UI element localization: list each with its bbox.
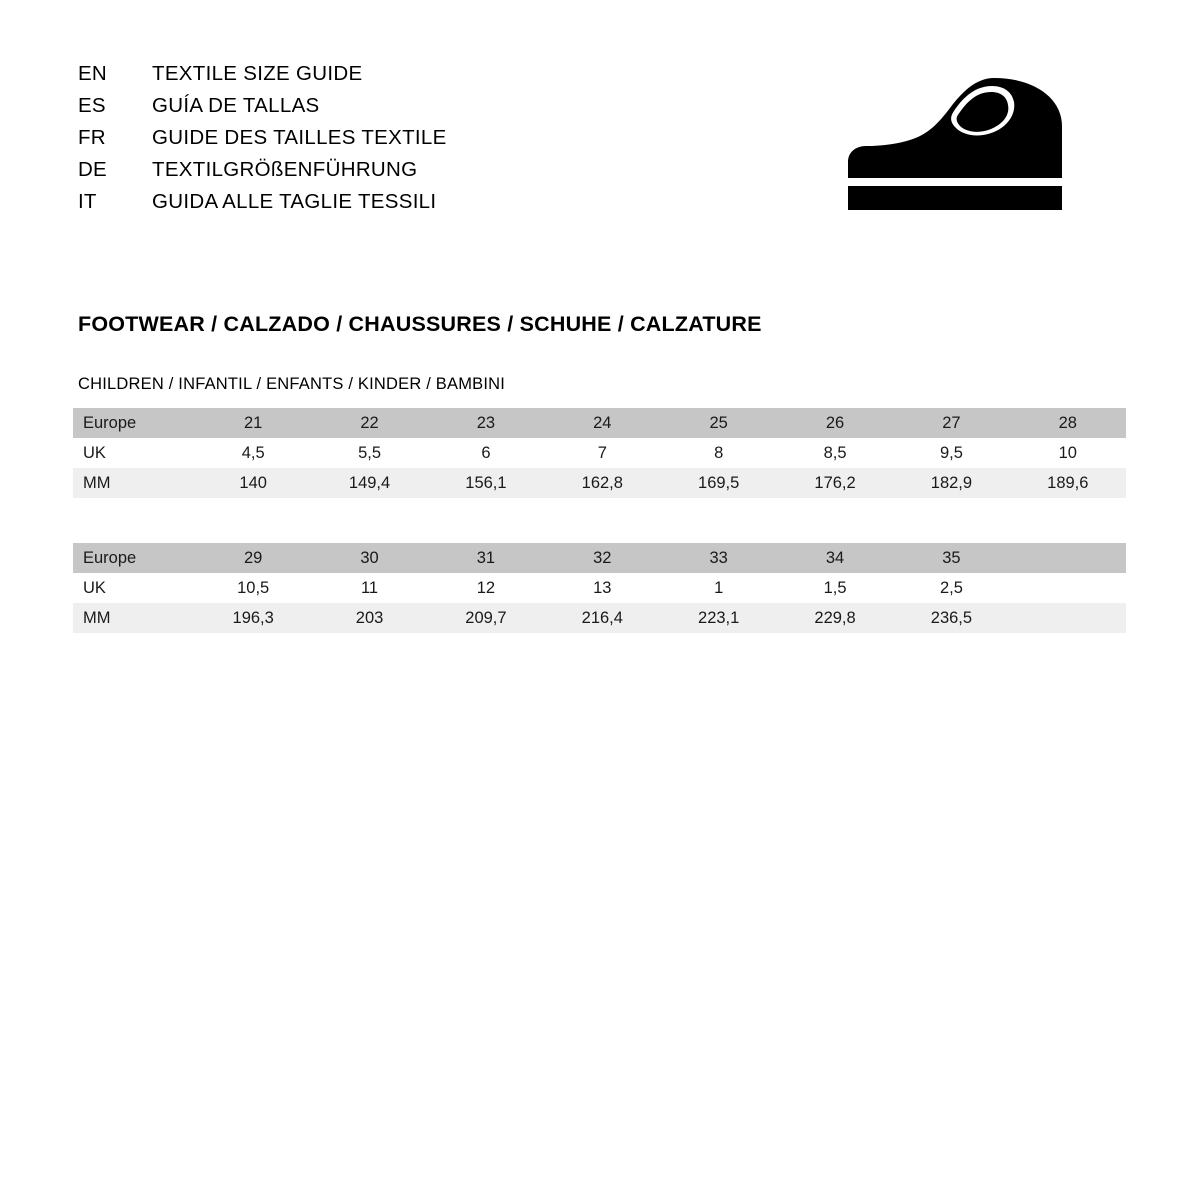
size-table-children-1: [73, 408, 1126, 498]
table-cell: 26: [777, 408, 893, 438]
language-code: ES: [78, 94, 106, 117]
shoe-icon: [844, 74, 1066, 219]
table-cell: 203: [311, 603, 427, 633]
language-title: GUÍA DE TALLAS: [152, 94, 320, 117]
table-cell: 22: [311, 408, 427, 438]
table-cell: 28: [1010, 408, 1126, 438]
table-cell: 10: [1010, 438, 1126, 468]
table-cell: 1: [661, 573, 777, 603]
table-cell: 32: [544, 543, 660, 573]
language-code: FR: [78, 126, 106, 149]
table-cell: 223,1: [661, 603, 777, 633]
language-title: TEXTILGRÖßENFÜHRUNG: [152, 158, 418, 181]
table-row: [73, 468, 1126, 498]
table-cell: 12: [428, 573, 544, 603]
table-cell: 27: [893, 408, 1009, 438]
table-cell: 23: [428, 408, 544, 438]
row-label: Europe: [73, 408, 195, 438]
table-cell: 7: [544, 438, 660, 468]
section-title: FOOTWEAR / CALZADO / CHAUSSURES / SCHUHE / CALZATURE: [78, 312, 762, 336]
row-label: UK: [73, 438, 195, 468]
language-title: GUIDA ALLE TAGLIE TESSILI: [152, 190, 437, 213]
table-cell: 8,5: [777, 438, 893, 468]
table-cell: 35: [893, 543, 1009, 573]
table-cell: 236,5: [893, 603, 1009, 633]
language-code: IT: [78, 190, 97, 213]
language-code: DE: [78, 158, 107, 181]
table-cell: 216,4: [544, 603, 660, 633]
table-cell: 140: [195, 468, 311, 498]
table-cell: 30: [311, 543, 427, 573]
table-cell: 209,7: [428, 603, 544, 633]
table-cell: 182,9: [893, 468, 1009, 498]
table-row: [73, 408, 1126, 438]
table-cell: 229,8: [777, 603, 893, 633]
row-label: MM: [73, 603, 195, 633]
table-cell: 11: [311, 573, 427, 603]
table-cell: 25: [661, 408, 777, 438]
table-row: [73, 438, 1126, 468]
row-label: Europe: [73, 543, 195, 573]
table-cell: 6: [428, 438, 544, 468]
row-label: MM: [73, 468, 195, 498]
table-cell: 8: [661, 438, 777, 468]
group-label: CHILDREN / INFANTIL / ENFANTS / KINDER / BAMBINI: [78, 375, 506, 393]
language-row: [78, 62, 447, 94]
table-row: [73, 603, 1126, 633]
table-row: [73, 573, 1126, 603]
table-cell: 5,5: [311, 438, 427, 468]
language-title: GUIDE DES TAILLES TEXTILE: [152, 126, 447, 149]
size-table-children-2: [73, 543, 1126, 633]
table-cell: 4,5: [195, 438, 311, 468]
table-cell: 189,6: [1010, 468, 1126, 498]
table-cell: 176,2: [777, 468, 893, 498]
table-cell: 196,3: [195, 603, 311, 633]
language-row: [78, 158, 447, 190]
language-row: [78, 190, 447, 222]
table-cell: 33: [661, 543, 777, 573]
table-cell: [1010, 543, 1126, 573]
table-cell: [1010, 603, 1126, 633]
table-cell: 1,5: [777, 573, 893, 603]
table-cell: 162,8: [544, 468, 660, 498]
table-row: [73, 543, 1126, 573]
language-title: TEXTILE SIZE GUIDE: [152, 62, 363, 85]
header: [78, 62, 1128, 222]
table-cell: 21: [195, 408, 311, 438]
language-row: [78, 126, 447, 158]
table-cell: 29: [195, 543, 311, 573]
table-cell: 149,4: [311, 468, 427, 498]
table-cell: [1010, 573, 1126, 603]
language-code: EN: [78, 62, 107, 85]
table-cell: 24: [544, 408, 660, 438]
language-title-list: [78, 62, 447, 222]
table-cell: 169,5: [661, 468, 777, 498]
table-cell: 13: [544, 573, 660, 603]
table-cell: 34: [777, 543, 893, 573]
table-cell: 31: [428, 543, 544, 573]
table-cell: 10,5: [195, 573, 311, 603]
table-cell: 2,5: [893, 573, 1009, 603]
table-cell: 156,1: [428, 468, 544, 498]
table-cell: 9,5: [893, 438, 1009, 468]
language-row: [78, 94, 447, 126]
row-label: UK: [73, 573, 195, 603]
